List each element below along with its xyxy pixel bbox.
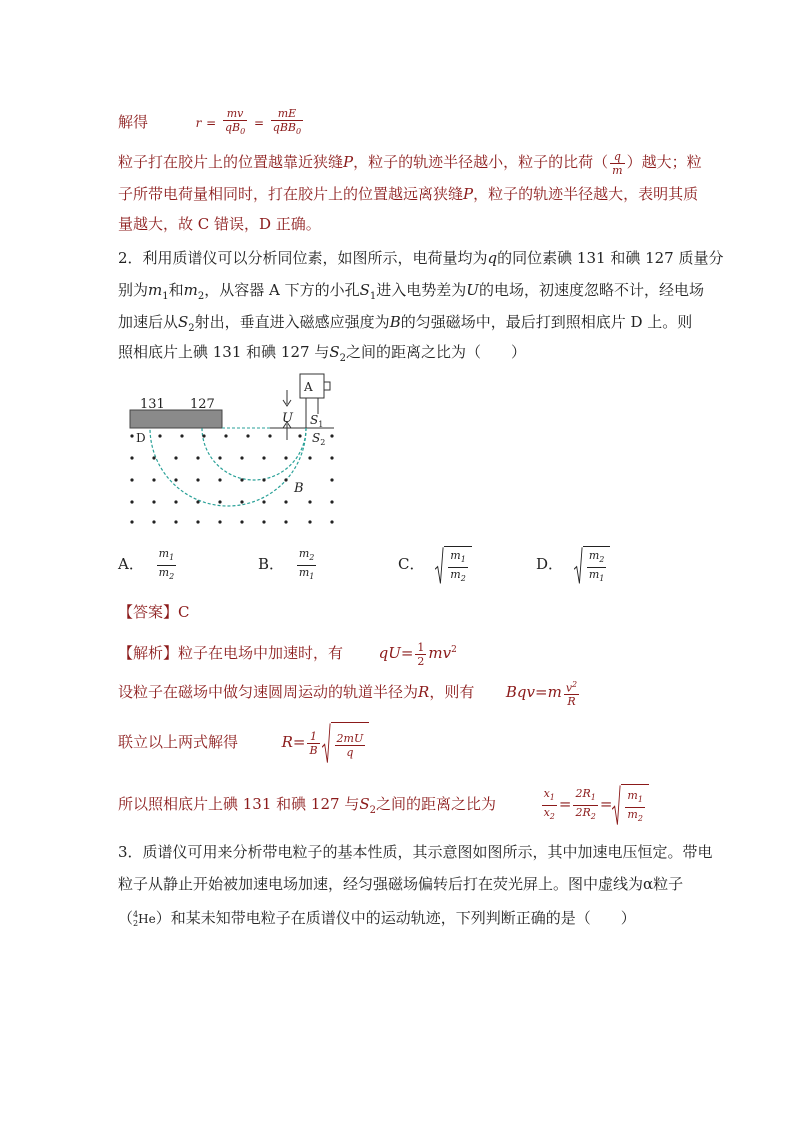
frac-num: mE [271, 107, 303, 121]
label-B: B [294, 481, 304, 496]
frac-den: 2 [417, 654, 425, 668]
frac-den: x [543, 805, 550, 819]
var-S2: S [329, 343, 340, 361]
text: ，则有 [429, 683, 475, 701]
var-P: P [463, 185, 474, 203]
label-D: D [136, 431, 146, 445]
frac-den: 2R [575, 805, 591, 819]
text: ，从容器 A 下方的小孔 [204, 281, 360, 299]
analysis-line-4 [118, 784, 649, 824]
frac-den: m [627, 807, 638, 821]
frac-num: x [543, 787, 550, 801]
fraction-x1-x2 [542, 787, 557, 822]
answer-line [118, 602, 189, 622]
var-R: R [418, 683, 430, 701]
option-fraction [448, 549, 468, 584]
frac-num: 1 [417, 640, 425, 654]
eq-sign: = [253, 116, 265, 130]
var-m2: m [183, 281, 198, 299]
photographic-plate [130, 410, 222, 428]
option-D[interactable] [536, 546, 610, 582]
text: 照相底片上碘 131 和碘 127 与 [118, 343, 330, 361]
text: 之间的距离之比为（ ） [346, 343, 527, 361]
text: 的匀强磁场中，最后打到照相底片 D 上。则 [400, 313, 693, 331]
mass-spectrometer-diagram [120, 372, 345, 532]
frac-num: v [565, 681, 573, 695]
eq-text: R [281, 733, 293, 751]
fraction-q-m [610, 150, 624, 177]
sub: 1 [369, 291, 377, 302]
option-label: C． [398, 555, 425, 574]
frac-den: qBB [272, 121, 297, 135]
text: 别为 [118, 281, 149, 299]
container-spout [324, 382, 330, 390]
text: 粒子 [653, 875, 684, 893]
m: m [588, 549, 600, 563]
sub: 1 [309, 571, 315, 581]
label-A: A [304, 380, 313, 394]
frac-den-sub: 0 [296, 127, 302, 137]
text: 的电场，初速度忽略不计，经电场 [478, 281, 704, 299]
eq-sign: = [558, 795, 572, 813]
text: （ [118, 909, 134, 927]
sub: 1 [460, 555, 466, 565]
q3-stem-line-2 [118, 874, 683, 894]
sub: 2 [188, 323, 195, 334]
text: 粒子在电场中加速时，有 [178, 644, 344, 662]
sqrt-sign [322, 722, 370, 764]
text: 射出，垂直进入磁感应强度为 [194, 313, 390, 331]
text: 和 [168, 281, 184, 299]
text: 2．利用质谱仪可以分析同位素，如图所示，电荷量均为 [118, 249, 488, 267]
m: m [298, 565, 310, 579]
option-fraction [297, 547, 317, 582]
fraction-2R1-2R2 [573, 787, 597, 822]
eq-text: mv [428, 644, 452, 662]
m: m [450, 549, 461, 563]
m: m [298, 547, 310, 561]
frac-num: 2R [575, 787, 591, 801]
var-S1: S [359, 281, 370, 299]
var-S2: S [178, 313, 189, 331]
frac-den-sub: 0 [240, 127, 246, 137]
option-C[interactable] [398, 546, 472, 582]
option-fraction [157, 547, 177, 582]
eq-sign: = [292, 733, 306, 751]
sub: 2 [369, 805, 376, 816]
frac-den: m [612, 163, 623, 177]
solution-para-2 [118, 184, 698, 204]
sub: 2 [169, 571, 175, 581]
option-fraction [587, 549, 607, 584]
text: 3．质谱仪可用来分析带电粒子的基本性质，其示意图如图所示，其中加速电压恒定。带电 [118, 843, 713, 861]
option-A[interactable] [118, 546, 178, 582]
sub: 2 [339, 353, 346, 364]
text: 进入电势差为 [376, 281, 467, 299]
option-label: A． [118, 555, 144, 573]
solution-para-3 [118, 214, 321, 234]
eq-text: Bqv [505, 683, 535, 701]
sqrt-sign [435, 546, 472, 585]
text: 之间的距离之比为 [376, 795, 497, 813]
var-B: B [389, 313, 401, 331]
label-131: 131 [140, 397, 165, 412]
frac-den: R [567, 695, 576, 709]
analysis-line-1 [118, 634, 457, 666]
trajectory-131 [150, 428, 306, 506]
label-U: U [282, 411, 293, 426]
jiede-label: 解得 [118, 113, 149, 131]
solution-para-1 [118, 148, 702, 176]
text: 设粒子在磁场中做匀速圆周运动的轨道半径为 [118, 683, 419, 701]
frac-num: m [627, 789, 638, 803]
text: ）越大；粒 [626, 153, 702, 171]
eq-sign: = [535, 683, 548, 701]
m: m [158, 565, 170, 579]
label-127: 127 [190, 397, 215, 412]
text: ）和某未知带电粒子在质谱仪中的运动轨迹，下列判断正确的是（ ） [155, 909, 636, 927]
sub: 2 [599, 555, 605, 565]
fraction-me-qbb0 [271, 107, 303, 138]
fraction-1-B [307, 730, 319, 757]
frac-num: 1 [307, 730, 319, 744]
sup: 2 [572, 679, 578, 689]
sub: 1 [169, 553, 175, 563]
eq-r: r [195, 116, 202, 130]
frac-num: 2mU [336, 731, 364, 745]
sub: 1 [637, 795, 643, 805]
text: 联立以上两式解得 [118, 733, 239, 751]
var-P: P [343, 153, 354, 171]
var-S2: S [359, 795, 370, 813]
fraction-one-half [415, 641, 426, 668]
sub: 2 [549, 811, 555, 821]
fraction-m1-m2 [625, 789, 645, 824]
q3-stem-line-3 [118, 908, 636, 929]
q2-stem-line-4 [118, 342, 526, 369]
trajectory-127 [202, 428, 306, 480]
sub: 1 [162, 291, 169, 302]
text: 粒子从静止开始被加速电场加速，经匀强磁场偏转后打在荧光屏上。图中虚线为 [118, 875, 644, 893]
answer-text: 【答案】C [118, 603, 190, 621]
text: 所以照相底片上碘 131 和碘 127 与 [118, 795, 360, 813]
text: 子所带电荷量相同时，打在胶片上的位置越远离狭缝 [118, 185, 464, 203]
sub: 2 [309, 553, 315, 563]
q2-stem-line-1 [118, 248, 724, 268]
frac-den: q [346, 745, 354, 759]
m: m [450, 567, 461, 581]
m: m [158, 547, 170, 561]
mass-number: 4 [133, 910, 139, 919]
option-label: D． [536, 555, 564, 574]
text: 量越大，故 C 错误，D 正确。 [118, 215, 321, 233]
sub: 2 [197, 291, 205, 302]
q3-stem-line-1 [118, 842, 713, 862]
text: ，粒子的轨迹半径越大，表明其质 [473, 185, 699, 203]
analysis-tag: 【解析】 [118, 644, 179, 662]
fraction-v2-R [564, 678, 579, 709]
sub: 1 [590, 793, 596, 803]
fraction-mv-qb0 [223, 107, 247, 138]
label-S1: $S_1$ [310, 413, 324, 429]
eq-sign: = [206, 116, 217, 130]
text: 粒子打在胶片上的位置越靠近狭缝 [118, 153, 344, 171]
eq-sign: = [599, 795, 613, 813]
q2-stem-line-2 [118, 280, 704, 307]
var-U: U [466, 281, 479, 299]
helium-symbol: He [138, 912, 156, 926]
sub: 1 [549, 793, 555, 803]
analysis-line-2 [118, 674, 581, 710]
option-label: B． [258, 555, 285, 573]
frac-num: mv [223, 107, 247, 121]
frac-num: q [610, 150, 624, 164]
q2-stem-line-3 [118, 312, 692, 339]
sub: 2 [460, 573, 466, 583]
text: ，粒子的轨迹半径越小，粒子的比荷（ [353, 153, 609, 171]
sqrt-sign [574, 546, 611, 585]
var-m1: m [148, 281, 163, 299]
sup: 2 [451, 645, 457, 655]
sub: 2 [637, 813, 643, 823]
label-S2: $S_2$ [312, 431, 326, 447]
frac-den: B [309, 743, 318, 757]
text: 加速后从 [118, 313, 179, 331]
atomic-number: 2 [133, 919, 139, 928]
analysis-line-3 [118, 722, 369, 762]
sub: 2 [590, 811, 596, 821]
alpha-symbol: α [643, 875, 654, 893]
option-B[interactable] [258, 546, 318, 582]
sub: 1 [599, 573, 605, 583]
eq-text: m [547, 683, 562, 701]
fraction-2mU-q [335, 732, 366, 759]
text: 的同位素碘 131 和碘 127 质量分 [497, 249, 724, 267]
var-q: q [487, 249, 498, 267]
solution-result-line [118, 104, 305, 140]
m: m [588, 567, 600, 581]
eq-text: qU= [378, 644, 414, 662]
sqrt-sign [612, 784, 649, 826]
frac-den: qB [224, 121, 241, 135]
